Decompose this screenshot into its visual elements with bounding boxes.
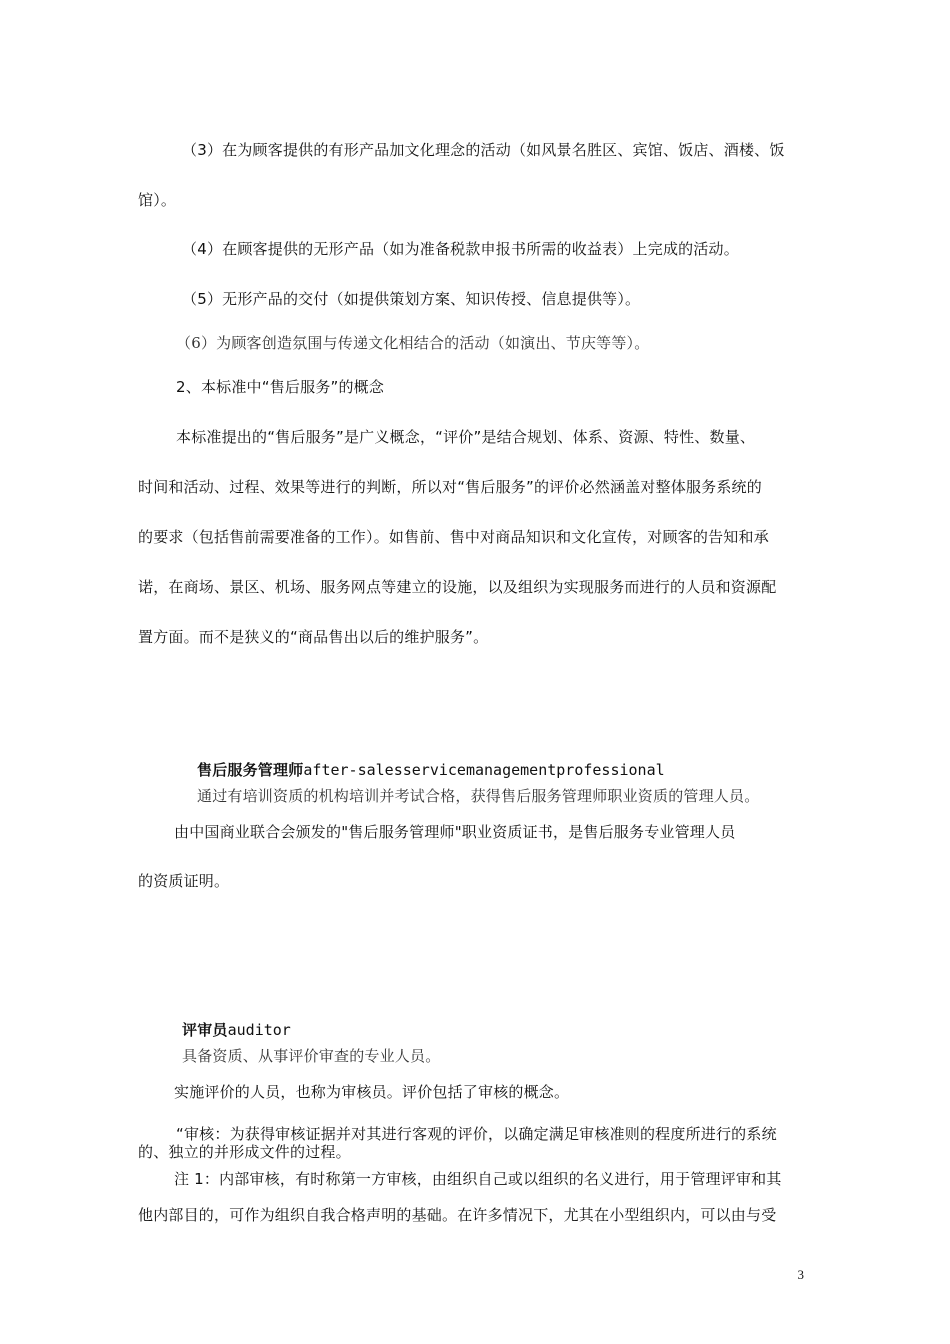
term-1-definition: 通过有培训资质的机构培训并考试合格，获得售后服务管理师职业资质的管理人员。 (197, 787, 760, 805)
term-1-english: after-salesservicemanagementprofessional (303, 761, 665, 779)
page-number: 3 (797, 1267, 804, 1282)
term-2-definition: 具备资质、从事评价审查的专业人员。 (182, 1047, 441, 1065)
item-4: （4）在顾客提供的无形产品（如为准备税款申报书所需的收益表）上完成的活动。 (182, 240, 739, 258)
item-5: （5）无形产品的交付（如提供策划方案、知识传授、信息提供等）。 (182, 290, 641, 308)
term-1-note-line-1: 由中国商业联合会颁发的"售后服务管理师"职业资质证书，是售后服务专业管理人员 (174, 823, 736, 841)
item-6: （6）为顾客创造氛围与传递文化相结合的活动（如演出、节庆等等）。 (176, 334, 650, 352)
term-2-chinese: 评审员 (182, 1021, 228, 1039)
section-2-paragraph-line: 本标准提出的“售后服务”是广义概念，“评价”是结合规划、体系、资源、特性、数量、 (176, 428, 756, 446)
note-1-line-1: 注 1：内部审核，有时称第一方审核，由组织自己或以组织的名义进行，用于管理评审和其 (174, 1170, 782, 1188)
section-2-paragraph-line: 时间和活动、过程、效果等进行的判断，所以对“售后服务”的评价必然涵盖对整体服务系统的 (138, 478, 762, 496)
audit-quote-line-1: “审核：为获得审核证据并对其进行客观的评价，以确定满足审核准则的程度所进行的系统 (176, 1125, 777, 1143)
audit-quote-line-2: 的、独立的并形成文件的过程。 (138, 1143, 351, 1161)
section-2-heading: 2、本标准中“售后服务”的概念 (176, 378, 385, 396)
note-1-line-2: 他内部目的，可作为组织自我合格声明的基础。在许多情况下，尤其在小型组织内，可以由与受 (138, 1206, 777, 1224)
section-2-paragraph-line: 的要求（包括售前需要准备的工作）。如售前、售中对商品知识和文化宣传，对顾客的告知和承 (138, 528, 769, 546)
section-2-paragraph-line: 诺，在商场、景区、机场、服务网点等建立的设施，以及组织为实现服务而进行的人员和资源配 (138, 578, 777, 596)
term-1-chinese: 售后服务管理师 (197, 761, 304, 779)
term-2-note: 实施评价的人员，也称为审核员。评价包括了审核的概念。 (174, 1083, 570, 1101)
section-2-paragraph-line: 置方面。而不是狭义的“商品售出以后的维护服务”。 (138, 628, 489, 646)
term-1-note-line-2: 的资质证明。 (138, 872, 230, 890)
item-3-line-1: （3）在为顾客提供的有形产品加文化理念的活动（如风景名胜区、宾馆、饭店、酒楼、饭 (182, 141, 785, 159)
term-2-english: auditor (227, 1021, 291, 1039)
term-1-heading (197, 760, 665, 780)
term-2-heading (182, 1020, 291, 1040)
item-3-line-2: 馆）。 (138, 191, 177, 209)
